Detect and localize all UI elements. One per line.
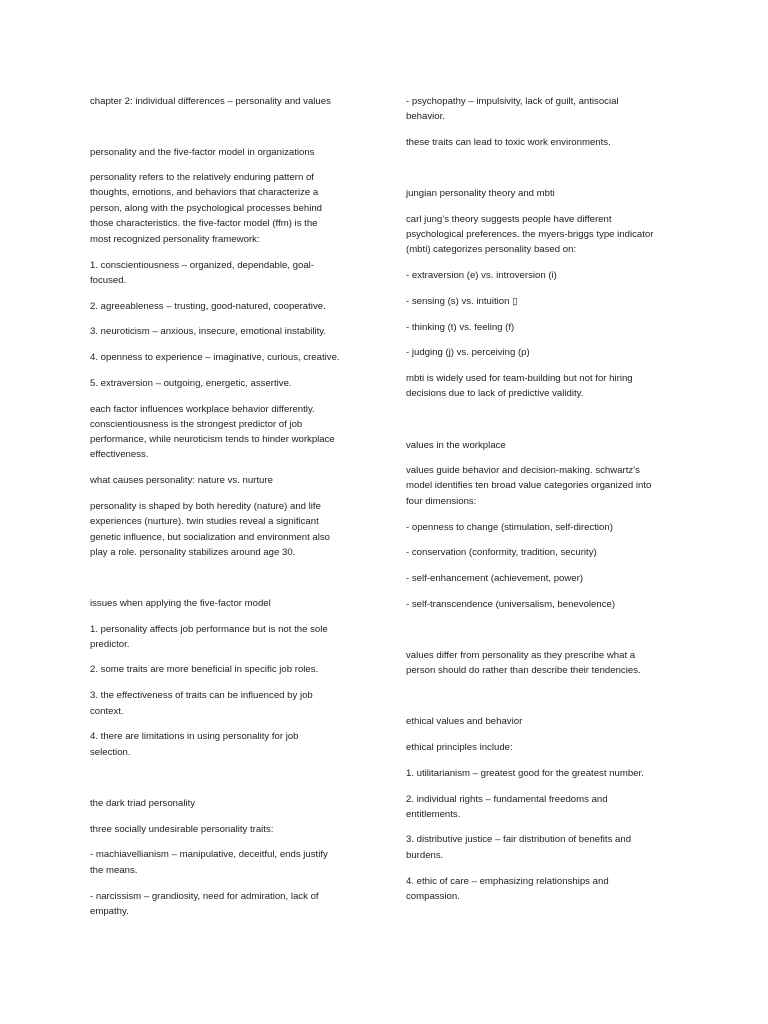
- text-line: person, along with the psychological processes behind: [90, 203, 322, 214]
- list-item: 5. extraversion – outgoing, energetic, assertive.: [90, 378, 292, 389]
- section-heading: jungian personality theory and mbti: [406, 188, 555, 199]
- list-item: - self-enhancement (achievement, power): [406, 573, 584, 584]
- section-heading: personality and the five-factor model in organizations: [90, 147, 315, 158]
- list-item: the means.: [90, 865, 138, 876]
- text-line: effectiveness.: [90, 449, 149, 460]
- list-item: 3. distributive justice – fair distribution of benefits and: [406, 834, 632, 845]
- text-line: model identifies ten broad value categories organized into: [406, 480, 652, 491]
- section-heading: values in the workplace: [406, 440, 506, 451]
- text-line: person should do rather than describe their tendencies.: [406, 665, 641, 676]
- section-heading: the dark triad personality: [90, 798, 196, 809]
- list-item: - self-transcendence (universalism, benevolence): [406, 599, 616, 610]
- list-item: 4. there are limitations in using personality for job: [90, 731, 299, 742]
- list-item: compassion.: [406, 891, 460, 902]
- list-item: behavior.: [406, 111, 445, 122]
- text-line: these traits can lead to toxic work environments.: [406, 137, 611, 148]
- chapter-title: chapter 2: individual differences – personality and values: [90, 96, 331, 107]
- text-line: personality is shaped by both heredity (nature) and life: [90, 501, 321, 512]
- list-item: 1. conscientiousness – organized, dependable, goal-: [90, 260, 315, 271]
- list-item: - extraversion (e) vs. introversion (i): [406, 270, 557, 281]
- text-line: three socially undesirable personality traits:: [90, 824, 274, 835]
- text-line: genetic influence, but socialization and environment also: [90, 532, 330, 543]
- text-line: ethical principles include:: [406, 742, 513, 753]
- list-item: 3. neuroticism – anxious, insecure, emotional instability.: [90, 326, 327, 337]
- list-item: - judging (j) vs. perceiving (p): [406, 347, 530, 358]
- text-line: (mbti) categorizes personality based on:: [406, 244, 577, 255]
- list-item: - psychopathy – impulsivity, lack of guilt, antisocial: [406, 96, 619, 107]
- text-line: carl jung’s theory suggests people have different: [406, 214, 612, 225]
- list-item: 2. some traits are more beneficial in specific job roles.: [90, 664, 319, 675]
- section-heading: ethical values and behavior: [406, 716, 523, 727]
- text-line: mbti is widely used for team-building but not for hiring: [406, 373, 633, 384]
- text-line: performance, while neuroticism tends to hinder workplace: [90, 434, 335, 445]
- text-line: values guide behavior and decision-making. schwartz’s: [406, 465, 640, 476]
- list-item: burdens.: [406, 850, 444, 861]
- list-item: - conservation (conformity, tradition, security): [406, 547, 597, 558]
- text-line: values differ from personality as they prescribe what a: [406, 650, 636, 661]
- text-line: each factor influences workplace behavior differently.: [90, 404, 315, 415]
- list-item: 1. personality affects job performance but is not the sole: [90, 624, 328, 635]
- list-item: - sensing (s) vs. intuition ▯: [406, 296, 518, 307]
- list-item: - narcissism – grandiosity, need for admiration, lack of: [90, 891, 319, 902]
- list-item: selection.: [90, 747, 131, 758]
- list-item: 4. openness to experience – imaginative, curious, creative.: [90, 352, 340, 363]
- text-line: conscientiousness is the strongest predictor of job: [90, 419, 303, 430]
- list-item: 4. ethic of care – emphasizing relationships and: [406, 876, 609, 887]
- list-item: empathy.: [90, 906, 129, 917]
- text-line: those characteristics. the five-factor model (ffm) is the: [90, 218, 318, 229]
- list-item: - openness to change (stimulation, self-direction): [406, 522, 613, 533]
- list-item: focused.: [90, 275, 127, 286]
- text-line: psychological preferences. the myers-briggs type indicator: [406, 229, 654, 240]
- list-item: entitlements.: [406, 809, 461, 820]
- list-item: 2. individual rights – fundamental freedoms and: [406, 794, 608, 805]
- text-line: personality refers to the relatively enduring pattern of: [90, 172, 314, 183]
- text-line: decisions due to lack of predictive validity.: [406, 388, 584, 399]
- list-item: - thinking (t) vs. feeling (f): [406, 322, 515, 333]
- list-item: 2. agreeableness – trusting, good-natured, cooperative.: [90, 301, 326, 312]
- list-item: 3. the effectiveness of traits can be influenced by job: [90, 690, 313, 701]
- list-item: 1. utilitarianism – greatest good for the greatest number.: [406, 768, 644, 779]
- list-item: predictor.: [90, 639, 130, 650]
- text-line: four dimensions:: [406, 496, 477, 507]
- text-line: play a role. personality stabilizes around age 30.: [90, 547, 296, 558]
- list-item: context.: [90, 706, 124, 717]
- text-line: thoughts, emotions, and behaviors that characterize a: [90, 187, 319, 198]
- text-line: experiences (nurture). twin studies reveal a significant: [90, 516, 319, 527]
- list-item: - machiavellianism – manipulative, deceitful, ends justify: [90, 849, 328, 860]
- section-heading: issues when applying the five-factor model: [90, 598, 271, 609]
- text-line: most recognized personality framework:: [90, 234, 260, 245]
- section-heading: what causes personality: nature vs. nurture: [90, 475, 273, 486]
